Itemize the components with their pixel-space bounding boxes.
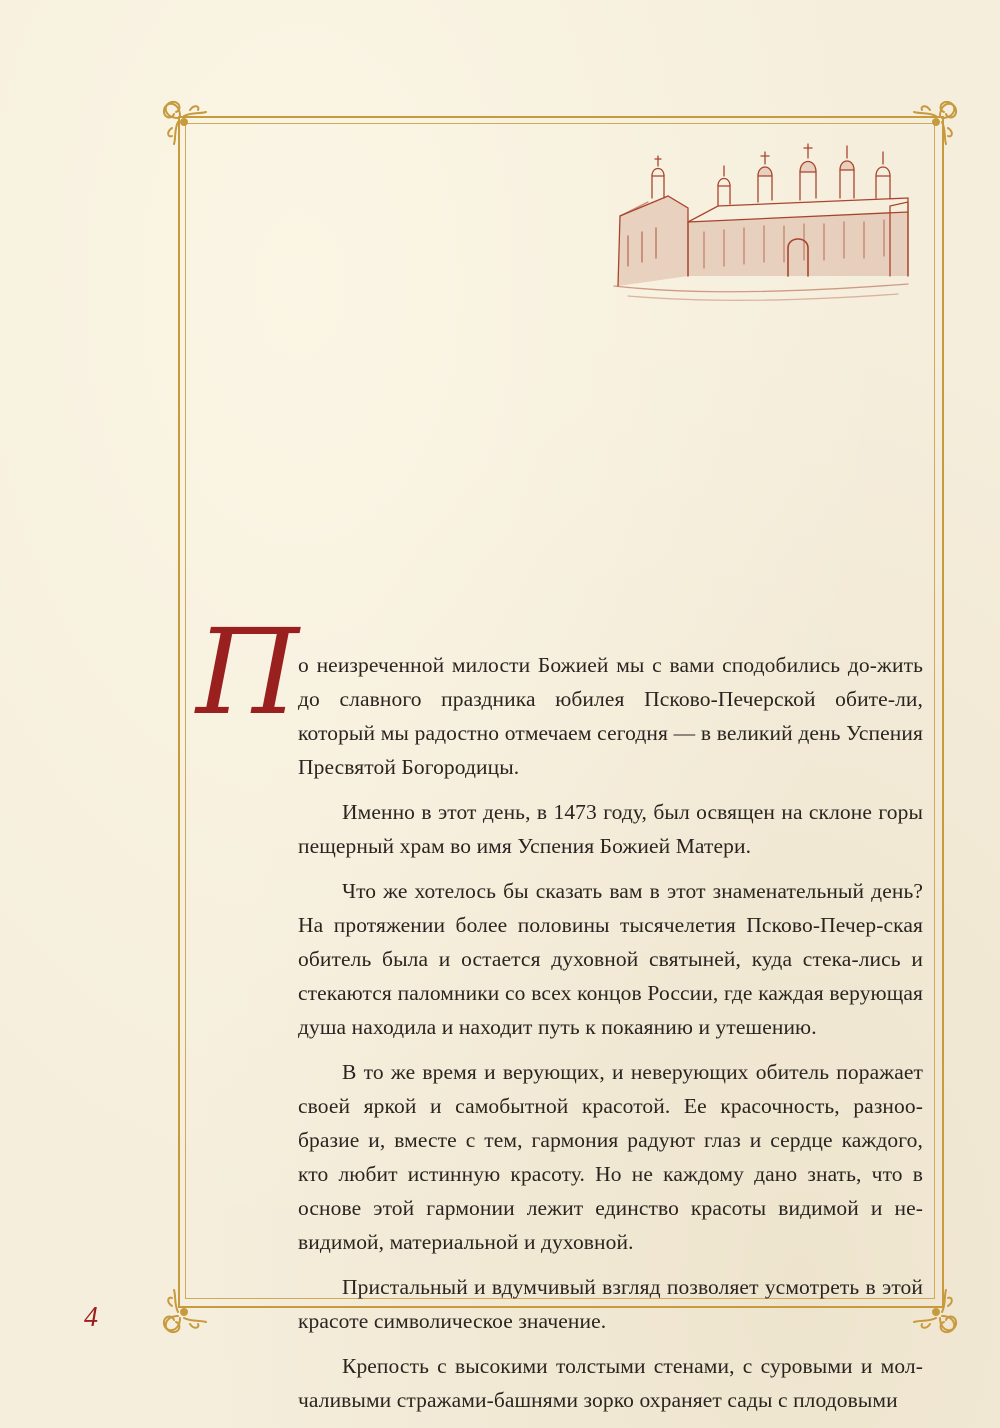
monastery-sketch-icon bbox=[608, 136, 918, 306]
page-number: 4 bbox=[84, 1302, 98, 1333]
ornament-corner-icon bbox=[154, 1278, 218, 1342]
paragraph: В то же время и верующих, и неверующих обитель поражает своей яркой и самобытной красотой. Ее красочность, разноо-бразие и, вместе с тем, гармония радуют глаз и сердце каждого, кто любит истинную красоту. Но не каждому дано знать, что в основе этой гармонии лежит единство красоты видимой и не-видимой, материальной и духовной. bbox=[298, 1060, 923, 1254]
paragraph: о неизреченной милости Божией мы с вами сподобились до-жить до славного праздника юбилея Псково-Печерской обите-ли, который мы радостно отмечаем сегодня — в великий день Успения Пресвятой Богородицы. bbox=[298, 653, 923, 779]
paragraph: Крепость с высокими толстыми стенами, с суровыми и мол-чаливыми стражами-башнями зорко охраняет сады с плодовыми bbox=[298, 1354, 923, 1412]
paragraph: Пристальный и вдумчивый взгляд позволяет усмотреть в этой красоте символическое значение. bbox=[298, 1275, 923, 1333]
paragraph: Что же хотелось бы сказать вам в этот знаменательный день? На протяжении более половины тысячелетия Псково-Печер-ская обитель была и остается духовной святыней, куда стека-лись и стекаются паломники со всех концов России, где каждая верующая душа находила и находит путь к покаянию и утешению. bbox=[298, 879, 923, 1039]
body-text bbox=[298, 648, 923, 1428]
drop-cap-letter: П bbox=[196, 603, 299, 741]
paragraph: Именно в этот день, в 1473 году, был освящен на склоне горы пещерный храм во имя Успения Божией Матери. bbox=[298, 800, 923, 858]
ornament-corner-icon bbox=[154, 92, 218, 156]
